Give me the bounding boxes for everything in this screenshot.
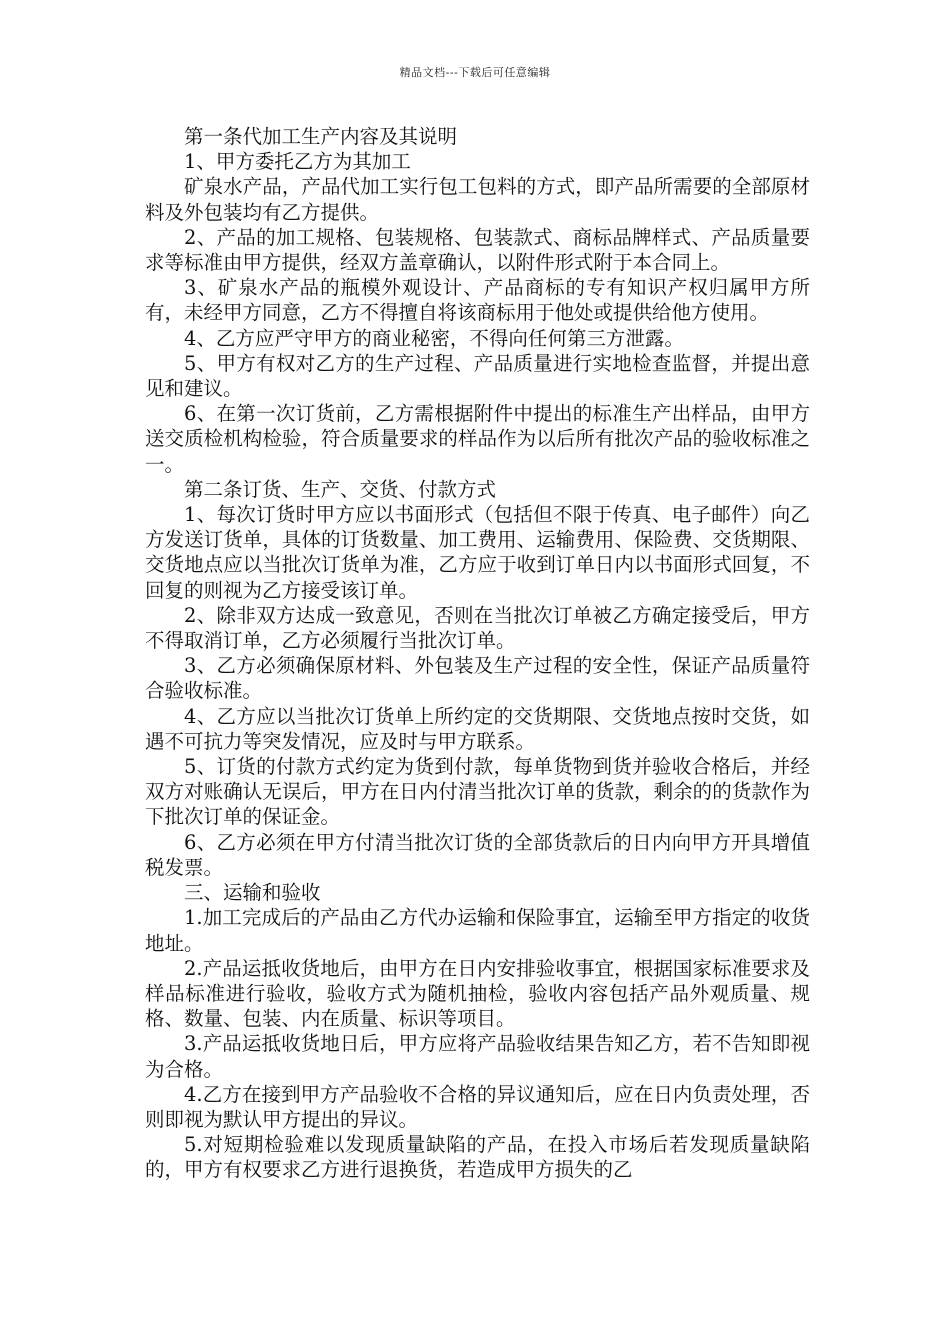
paragraph: 2、除非双方达成一致意见，否则在当批次订单被乙方确定接受后，甲方不得取消订单，乙方必须履行当批次订单。 — [145, 603, 810, 653]
page-header-note: 精品文档---下载后可任意编辑 — [399, 66, 551, 79]
paragraph: 2、产品的加工规格、包装规格、包装款式、商标品牌样式、产品质量要求等标准由甲方提供，经双方盖章确认，以附件形式附于本合同上。 — [145, 225, 810, 275]
paragraph: 1、甲方委托乙方为其加工 — [184, 150, 411, 174]
paragraph: 6、在第一次订货前，乙方需根据附件中提出的标准生产出样品，由甲方送交质检机构检验，符合质量要求的样品作为以后所有批次产品的验收标准之一。 — [145, 402, 810, 476]
section-heading: 第一条代加工生产内容及其说明 — [184, 125, 458, 148]
paragraph: 2.产品运抵收货地后，由甲方在日内安排验收事宜，根据国家标准要求及样品标准进行验收，验收方式为随机抽检，验收内容包括产品外观质量、规格、数量、包装、内在质量、标识等项目。 — [145, 956, 810, 1031]
section-heading: 三、运输和验收 — [184, 881, 321, 905]
section-heading: 第二条订货、生产、交货、付款方式 — [184, 477, 497, 501]
paragraph: 6、乙方必须在甲方付清当批次订货的全部货款后的日内向甲方开具增值税发票。 — [145, 830, 810, 879]
paragraph: 4、乙方应以当批次订货单上所约定的交货期限、交货地点按时交货，如遇不可抗力等突发情况，应及时与甲方联系。 — [145, 704, 810, 753]
paragraph: 5、订货的付款方式约定为货到付款，每单货物到货并验收合格后，并经双方对账确认无误后，甲方在日内付清当批次订单的货款，剩余的的货款作为下批次订单的保证金。 — [145, 755, 810, 829]
paragraph: 5、甲方有权对乙方的生产过程、产品质量进行实地检查监督，并提出意见和建议。 — [145, 351, 810, 401]
paragraph: 1.加工完成后的产品由乙方代办运输和保险事宜，运输至甲方指定的收货地址。 — [145, 906, 810, 955]
paragraph: 1、每次订货时甲方应以书面形式（包括但不限于传真、电子邮件）向乙方发送订货单，具体的订货数量、加工费用、运输费用、保险费、交货期限、交货地点应以当批次订货单为准，乙方应于收到订单日内以书面形式回复，不回复的则视为乙方接受该订单。 — [145, 503, 810, 602]
paragraph: 4.乙方在接到甲方产品验收不合格的异议通知后，应在日内负责处理，否则即视为默认甲方提出的异议。 — [145, 1082, 810, 1131]
paragraph: 矿泉水产品，产品代加工实行包工包料的方式，即产品所需要的全部原材料及外包装均有乙方提供。 — [145, 175, 810, 224]
paragraph: 3、乙方必须确保原材料、外包装及生产过程的安全性，保证产品质量符合验收标准。 — [145, 654, 810, 703]
document-body — [145, 124, 810, 1183]
paragraph: 3、矿泉水产品的瓶模外观设计、产品商标的专有知识产权归属甲方所有，未经甲方同意，乙方不得擅自将该商标用于他处或提供给他方使用。 — [145, 276, 810, 325]
paragraph: 3.产品运抵收货地日后，甲方应将产品验收结果告知乙方，若不告知即视为合格。 — [145, 1032, 810, 1081]
paragraph: 4、乙方应严守甲方的商业秘密，不得向任何第三方泄露。 — [184, 326, 684, 350]
paragraph: 5.对短期检验难以发现质量缺陷的产品，在投入市场后若发现质量缺陷的，甲方有权要求乙方进行退换货，若造成甲方损失的乙 — [145, 1133, 810, 1182]
